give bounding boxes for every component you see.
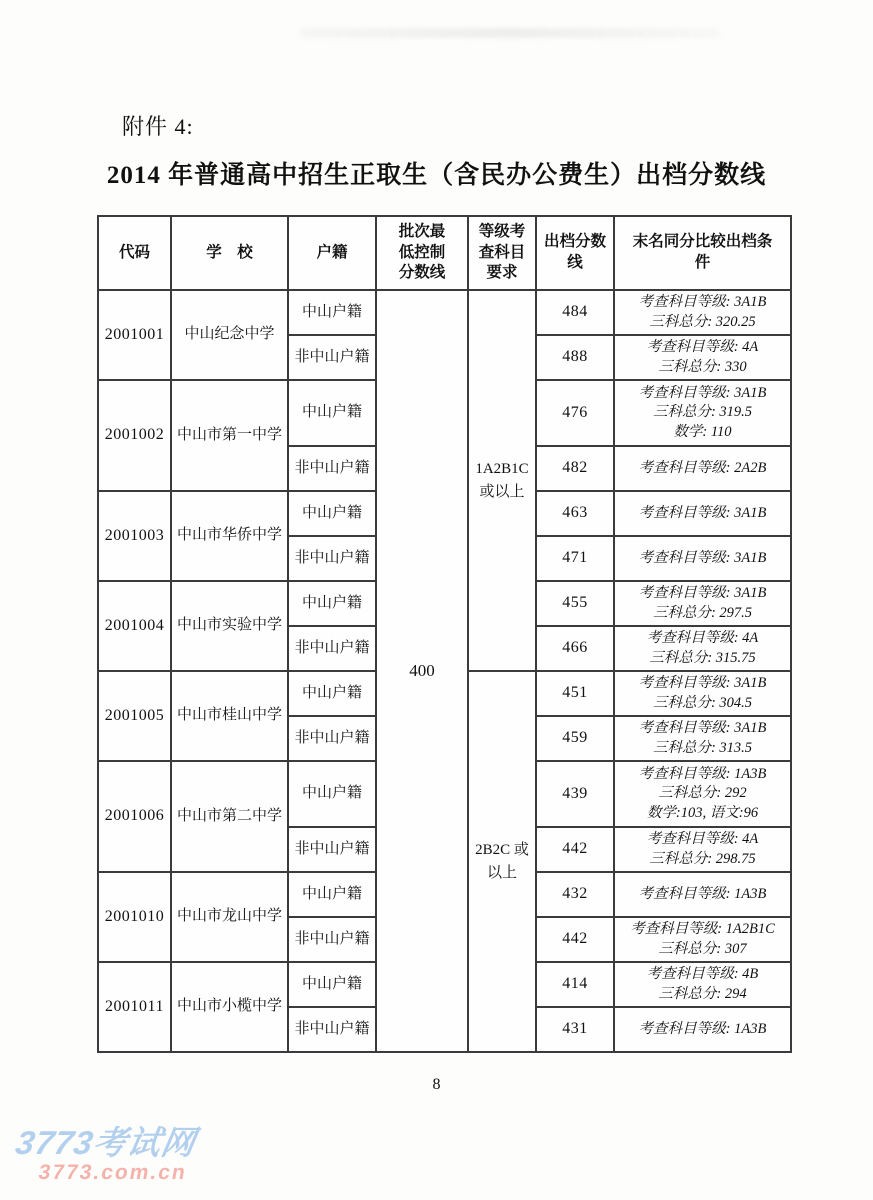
hukou-type: 非中山户籍 bbox=[288, 626, 376, 671]
score-line: 455 bbox=[536, 581, 614, 626]
grade-requirement: 1A2B1C 或以上 bbox=[468, 290, 536, 671]
header-batch-min: 批次最低控制分数线 bbox=[376, 216, 468, 290]
watermark-site-url: 3773.com.cn bbox=[36, 1161, 189, 1184]
condition-line: 考查科目等级: 3A1B bbox=[638, 504, 767, 521]
school-code: 2001003 bbox=[98, 491, 171, 581]
hukou-type: 非中山户籍 bbox=[288, 716, 376, 761]
condition-line: 三科总分: 292 bbox=[658, 785, 747, 802]
score-line: 442 bbox=[536, 917, 614, 962]
school-name: 中山市龙山中学 bbox=[171, 872, 288, 962]
school-code: 2001011 bbox=[98, 962, 171, 1052]
condition-line: 三科总分: 304.5 bbox=[652, 694, 753, 711]
header-hukou: 户籍 bbox=[288, 216, 376, 290]
tiebreak-condition bbox=[614, 917, 791, 962]
condition-line: 三科总分: 307 bbox=[658, 940, 747, 957]
hukou-type: 非中山户籍 bbox=[288, 536, 376, 581]
school-name: 中山纪念中学 bbox=[171, 290, 288, 380]
school-name: 中山市华侨中学 bbox=[171, 491, 288, 581]
condition-line: 考查科目等级: 3A1B bbox=[638, 585, 767, 602]
admission-score-table bbox=[97, 215, 792, 1053]
tiebreak-condition bbox=[614, 872, 791, 917]
hukou-type: 中山户籍 bbox=[288, 872, 376, 917]
tiebreak-condition bbox=[614, 491, 791, 536]
tiebreak-condition bbox=[614, 536, 791, 581]
school-name: 中山市第二中学 bbox=[171, 761, 288, 872]
hukou-type: 非中山户籍 bbox=[288, 335, 376, 380]
table-row bbox=[98, 290, 791, 335]
school-name: 中山市第一中学 bbox=[171, 380, 288, 491]
school-code: 2001002 bbox=[98, 380, 171, 491]
header-tiebreak: 末名同分比较出档条件 bbox=[614, 216, 791, 290]
condition-line: 三科总分: 315.75 bbox=[649, 649, 756, 666]
hukou-type: 中山户籍 bbox=[288, 761, 376, 827]
hukou-type: 中山户籍 bbox=[288, 290, 376, 335]
score-line: 439 bbox=[536, 761, 614, 827]
tiebreak-condition bbox=[614, 290, 791, 335]
table-header bbox=[98, 216, 791, 290]
hukou-type: 中山户籍 bbox=[288, 671, 376, 716]
score-line: 484 bbox=[536, 290, 614, 335]
school-code: 2001006 bbox=[98, 761, 171, 872]
condition-line: 考查科目等级: 3A1B bbox=[638, 549, 767, 566]
score-line: 488 bbox=[536, 335, 614, 380]
tiebreak-condition bbox=[614, 671, 791, 716]
attachment-label: 附件 4: bbox=[122, 114, 194, 139]
condition-line: 三科总分: 298.75 bbox=[649, 850, 756, 867]
condition-line: 考查科目等级: 3A1B bbox=[638, 294, 767, 311]
hukou-type: 非中山户籍 bbox=[288, 446, 376, 491]
condition-line: 考查科目等级: 3A1B bbox=[638, 385, 767, 402]
page-number: 8 bbox=[432, 1076, 441, 1093]
batch-min-score: 400 bbox=[376, 290, 468, 1052]
tiebreak-condition bbox=[614, 716, 791, 761]
condition-line: 三科总分: 319.5 bbox=[652, 404, 753, 421]
condition-line: 考查科目等级: 1A3B bbox=[638, 1020, 767, 1037]
school-name: 中山市小榄中学 bbox=[171, 962, 288, 1052]
school-name: 中山市桂山中学 bbox=[171, 671, 288, 761]
condition-line: 三科总分: 330 bbox=[658, 358, 747, 375]
tiebreak-condition bbox=[614, 626, 791, 671]
condition-line: 考查科目等级: 1A3B bbox=[638, 885, 767, 902]
score-line: 466 bbox=[536, 626, 614, 671]
hukou-type: 中山户籍 bbox=[288, 380, 376, 446]
condition-line: 三科总分: 294 bbox=[658, 985, 747, 1002]
watermark-site-name: 3773考试网 bbox=[12, 1124, 199, 1161]
tiebreak-condition bbox=[614, 581, 791, 626]
header-score-line: 出档分数线 bbox=[536, 216, 614, 290]
score-line: 463 bbox=[536, 491, 614, 536]
hukou-type: 非中山户籍 bbox=[288, 827, 376, 872]
condition-line: 考查科目等级: 4A bbox=[646, 630, 759, 647]
tiebreak-condition bbox=[614, 761, 791, 827]
condition-line: 考查科目等级: 4B bbox=[646, 966, 759, 983]
condition-line: 三科总分: 297.5 bbox=[652, 604, 753, 621]
school-code: 2001010 bbox=[98, 872, 171, 962]
score-line: 432 bbox=[536, 872, 614, 917]
hukou-type: 中山户籍 bbox=[288, 962, 376, 1007]
score-line: 431 bbox=[536, 1007, 614, 1052]
page-title: 2014 年普通高中招生正取生（含民办公费生）出档分数线 bbox=[106, 162, 767, 189]
score-line: 459 bbox=[536, 716, 614, 761]
score-line: 476 bbox=[536, 380, 614, 446]
site-watermark bbox=[9, 1126, 198, 1183]
condition-line: 考查科目等级: 3A1B bbox=[638, 720, 767, 737]
header-code: 代码 bbox=[98, 216, 171, 290]
condition-line: 考查科目等级: 4A bbox=[646, 339, 759, 356]
school-code: 2001001 bbox=[98, 290, 171, 380]
hukou-type: 非中山户籍 bbox=[288, 917, 376, 962]
condition-line: 数学: 110 bbox=[673, 423, 732, 440]
tiebreak-condition bbox=[614, 446, 791, 491]
hukou-type: 中山户籍 bbox=[288, 491, 376, 536]
tiebreak-condition bbox=[614, 380, 791, 446]
condition-line: 考查科目等级: 2A2B bbox=[638, 459, 767, 476]
score-line: 451 bbox=[536, 671, 614, 716]
condition-line: 数学:103, 语文:96 bbox=[646, 804, 759, 821]
tiebreak-condition bbox=[614, 335, 791, 380]
school-name: 中山市实验中学 bbox=[171, 581, 288, 671]
score-line: 482 bbox=[536, 446, 614, 491]
score-line: 414 bbox=[536, 962, 614, 1007]
scan-artifact bbox=[300, 28, 720, 38]
grade-requirement: 2B2C 或以上 bbox=[468, 671, 536, 1052]
school-code: 2001004 bbox=[98, 581, 171, 671]
tiebreak-condition bbox=[614, 827, 791, 872]
score-line: 471 bbox=[536, 536, 614, 581]
tiebreak-condition bbox=[614, 1007, 791, 1052]
tiebreak-condition bbox=[614, 962, 791, 1007]
header-school: 学 校 bbox=[171, 216, 288, 290]
condition-line: 考查科目等级: 3A1B bbox=[638, 675, 767, 692]
header-grade-req: 等级考查科目要求 bbox=[468, 216, 536, 290]
hukou-type: 非中山户籍 bbox=[288, 1007, 376, 1052]
hukou-type: 中山户籍 bbox=[288, 581, 376, 626]
condition-line: 三科总分: 320.25 bbox=[649, 313, 756, 330]
school-code: 2001005 bbox=[98, 671, 171, 761]
condition-line: 考查科目等级: 1A3B bbox=[638, 766, 767, 783]
score-line: 442 bbox=[536, 827, 614, 872]
condition-line: 三科总分: 313.5 bbox=[652, 739, 753, 756]
condition-line: 考查科目等级: 1A2B1C bbox=[630, 921, 775, 938]
condition-line: 考查科目等级: 4A bbox=[646, 831, 759, 848]
